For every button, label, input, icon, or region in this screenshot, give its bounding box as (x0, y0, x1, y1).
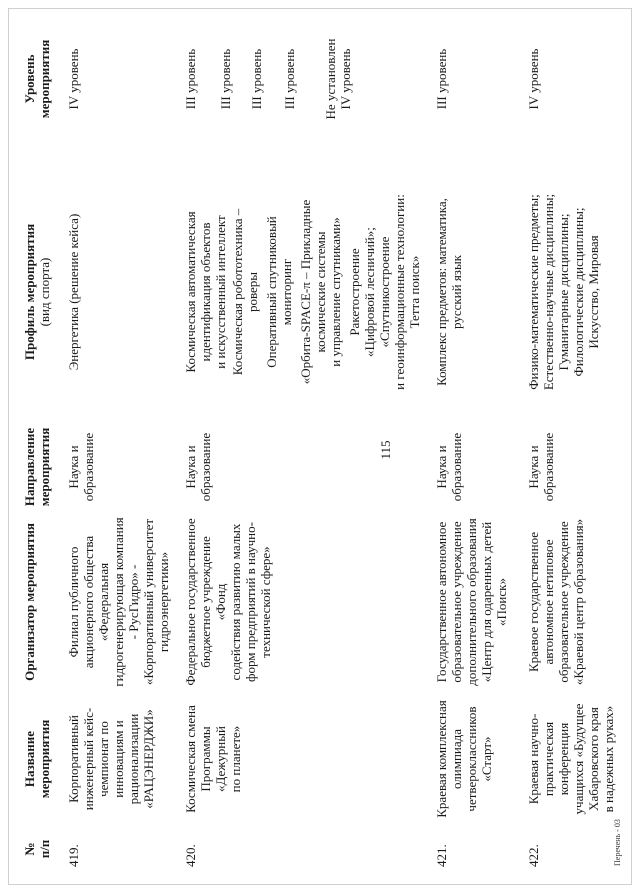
event-direction: Наука и образование (183, 432, 213, 502)
row-number: 421. (434, 844, 449, 867)
event-name: Космическая смена Программы «Дежурный по планете» (183, 705, 243, 813)
header-profile: Профиль мероприятия (вид спорта) (22, 223, 52, 361)
profile-item: Космическая автоматическая идентификация объектов и искусственный интеллект (183, 211, 228, 373)
profile-item: Оперативный спутниковый мониторинг (264, 216, 294, 368)
profile-item: Космическая робототехника – роверы (230, 208, 260, 376)
profile-item: Ракетостроение «Цифровой лесничий»; «Спутникостроение и геоинформационные технологии: Тетта поиск» (347, 194, 422, 390)
table-row (62, 0, 179, 870)
header-direction: Направление мероприятия (22, 427, 52, 507)
events-table (20, 0, 624, 870)
event-level: III уровень III уровень III уровень III уровень Не установлен IV уровень (183, 38, 353, 120)
row-number: 420. (183, 844, 198, 867)
table-row (522, 0, 624, 870)
event-profile: Энергетика (решение кейса) (66, 213, 81, 371)
event-organizer: Филиал публичного акционерного общества «Федеральная гидрогенерирующая компания - РусГидро» - «Корпоративный университет гидроэнергетики» (66, 517, 171, 687)
event-direction: Наука и образование (434, 432, 464, 502)
event-direction: Наука и образование (66, 432, 96, 502)
event-level: IV уровень (66, 48, 81, 110)
row-number: 419. (66, 844, 81, 867)
event-direction: Наука и образование (526, 432, 556, 502)
page-number: 115 (378, 440, 393, 460)
row-number: 422. (526, 844, 541, 867)
profile-item: «Орбита-SPACE-π – Прикладные космические системы и управление спутниками» (298, 199, 343, 385)
event-profile: Физико-математические предметы; Естественно-научные дисциплины; Гуманитарные дисциплины; Филологические дисциплины; Искусство, Мировая (526, 193, 601, 391)
event-profile: Комплекс предметов: математика, русский язык (434, 198, 464, 386)
event-organizer: Государственное автономное образовательное учреждение дополнительного образования «Центр для одаренных детей «Поиск» (434, 518, 509, 686)
rotated-page-content (20, 30, 620, 870)
header-event-name: Название мероприятия (22, 719, 52, 799)
event-profile (179, 164, 430, 420)
event-organizer: Федеральное государственное бюджетное учреждение «Фонд содействия развитию малых форм предприятий в научно- технической сфере» (183, 518, 273, 686)
header-number: № п/п (22, 839, 52, 859)
header-level: Уровень мероприятия (22, 39, 52, 119)
header-organizer: Организатор мероприятия (22, 523, 37, 681)
table-header-row (20, 0, 62, 870)
footer-note: Перечень - 03 (613, 819, 622, 866)
table-row (430, 0, 522, 870)
event-name: Краевая научно- практическая конференция учащихся «Будущее Хабаровского края в надежных руках» (526, 703, 616, 815)
event-level: III уровень (434, 48, 449, 110)
event-level: IV уровень (526, 48, 541, 110)
event-organizer: Краевое государственное автономное нетиповое образовательное учреждение «Краевой центр образования» (526, 518, 586, 686)
event-name: Корпоративный инженерный кейс- чемпионат по инновациям и рационализации «РАЦЭНЕРДЖИ» (66, 707, 156, 811)
event-name: Краевая комплексная олимпиада четвероклассников «Старт» (434, 700, 494, 818)
table-row (179, 0, 430, 870)
